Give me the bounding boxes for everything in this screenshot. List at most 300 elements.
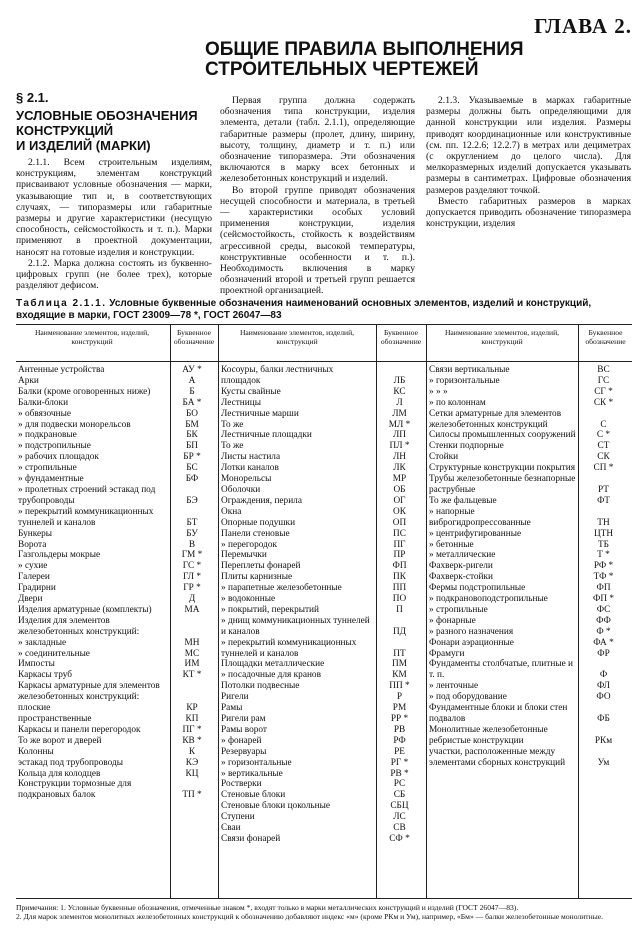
table-row bbox=[18, 736, 216, 747]
item-name: Градирни bbox=[18, 583, 56, 594]
item-name: Арки bbox=[18, 375, 39, 386]
table-row bbox=[18, 659, 216, 670]
item-name: » стропильные bbox=[18, 463, 77, 474]
item-code: РЕ bbox=[394, 746, 405, 757]
table-row bbox=[18, 670, 216, 681]
item-code: Р bbox=[396, 692, 403, 703]
table-row bbox=[221, 387, 424, 398]
header-code-3: Буквенное обозначение bbox=[585, 328, 626, 346]
item-name: Силосы промышленных сооружений bbox=[429, 430, 576, 441]
item-name: плоские bbox=[18, 703, 51, 714]
item-name: Стеновые блоки bbox=[221, 790, 286, 801]
item-code: БК bbox=[186, 430, 198, 441]
item-code: ПС bbox=[393, 528, 406, 539]
item-code: ФО bbox=[596, 692, 611, 703]
paragraph-2-1-2: 2.1.2. Марка должна состоять из буквенно-цифровых групп (не более трех), которые разделяют дефисом. bbox=[16, 257, 212, 292]
item-code: РФ * bbox=[593, 561, 614, 572]
item-name: Каркасы арматурные для элементов железобетонных конструкций: bbox=[18, 681, 160, 703]
item-code: ПД bbox=[392, 626, 407, 637]
table-row bbox=[429, 452, 630, 463]
table-row bbox=[18, 452, 216, 463]
table-row bbox=[18, 725, 216, 736]
item-name: То же фальцевые bbox=[429, 495, 497, 506]
item-name: Оболочки bbox=[221, 484, 261, 495]
item-name: » металлические bbox=[429, 550, 496, 561]
item-code: КВ * bbox=[182, 735, 202, 746]
table-row bbox=[429, 659, 630, 681]
item-name: » покрытий, перекрытий bbox=[221, 604, 319, 615]
item-code: Т * bbox=[597, 550, 610, 561]
item-name: Ригели bbox=[221, 692, 249, 703]
item-code: ПТ bbox=[393, 648, 406, 659]
item-name: Монолитные железобетонные ребристые конструкции bbox=[429, 724, 548, 746]
item-code: ЛБ bbox=[393, 375, 406, 386]
item-name: » горизонтальные bbox=[221, 757, 292, 768]
title-line-1: ОБЩИЕ ПРАВИЛА ВЫПОЛНЕНИЯ bbox=[205, 39, 524, 60]
item-code: ФТ bbox=[597, 495, 610, 506]
item-name: То же bbox=[221, 419, 244, 430]
item-name: » перекрытий коммуникационных туннелей и каналов bbox=[18, 506, 154, 528]
title-line-2: СТРОИТЕЛЬНЫХ ЧЕРТЕЖЕЙ bbox=[205, 59, 479, 80]
item-name: Опорные подушки bbox=[221, 517, 296, 528]
table-row bbox=[221, 594, 424, 605]
section-heading bbox=[16, 90, 211, 153]
table-row bbox=[18, 529, 216, 540]
item-name: Лотки каналов bbox=[221, 463, 279, 474]
item-name: Панели стеновые bbox=[221, 528, 290, 539]
item-name: Фундаменты столбчатые, плитные и т. п. bbox=[429, 659, 573, 681]
item-name: Потолки подвесные bbox=[221, 681, 300, 692]
item-code: КМ bbox=[392, 670, 407, 681]
item-code: БТ bbox=[186, 517, 198, 528]
item-code: ТФ * bbox=[593, 572, 614, 583]
item-code: БУ bbox=[186, 528, 198, 539]
section-title-line-3: И ИЗДЕЛИЙ (МАРКИ) bbox=[16, 138, 151, 153]
table-row bbox=[18, 507, 216, 529]
item-name: Стеновые блоки цокольные bbox=[221, 801, 331, 812]
item-name: » обвязочные bbox=[18, 408, 71, 419]
item-code: БС bbox=[186, 463, 198, 474]
item-code: КР bbox=[186, 703, 198, 714]
table-row bbox=[18, 561, 216, 572]
item-code: СК bbox=[597, 452, 610, 463]
item-name: » ленточные bbox=[429, 681, 479, 692]
item-name: Сетки арматурные для элементов железобетонных конструкций bbox=[429, 408, 562, 430]
item-code: ФЛ bbox=[597, 681, 610, 692]
item-name: Окна bbox=[221, 506, 242, 517]
item-name: » по колоннам bbox=[429, 397, 486, 408]
item-code: БО bbox=[186, 408, 198, 419]
item-code: ГМ * bbox=[181, 550, 203, 561]
table-row bbox=[221, 583, 424, 594]
item-code: МР bbox=[392, 474, 407, 485]
table-row bbox=[429, 365, 630, 376]
item-name: Стойки bbox=[429, 452, 459, 463]
table-row bbox=[18, 703, 216, 714]
table-row bbox=[18, 540, 216, 551]
item-code: СБЦ bbox=[390, 801, 409, 812]
item-name: Резервуары bbox=[221, 746, 267, 757]
table-row bbox=[221, 670, 424, 681]
table-row bbox=[429, 376, 630, 387]
table-row bbox=[429, 572, 630, 583]
section-title-line-2: КОНСТРУКЦИЙ bbox=[16, 123, 114, 138]
table-row bbox=[18, 365, 216, 376]
item-name: Балки-блоки bbox=[18, 397, 69, 408]
table-column-3 bbox=[429, 365, 630, 769]
table-row bbox=[18, 474, 216, 485]
table-row bbox=[221, 550, 424, 561]
item-name: » пролетных строений эстакад под трубопроводы bbox=[18, 484, 156, 506]
table-row bbox=[18, 605, 216, 616]
item-code: ЦТН bbox=[593, 528, 614, 539]
item-code: РВ * bbox=[390, 768, 409, 779]
table-row bbox=[429, 387, 630, 398]
item-code: ПП * bbox=[389, 681, 410, 692]
table-row bbox=[221, 496, 424, 507]
item-code: ФА * bbox=[593, 637, 614, 648]
item-code: ГС * bbox=[182, 561, 202, 572]
table-row bbox=[429, 409, 630, 431]
paragraph-second-group: Во второй группе приводят обозначения несущей способности и материала, в третьей — характеристики особых условий применения конструкции, изделия (сейсмостойкость, стойкость к воздействиям агрессивной среды, высокой температуры, конструктивные особенности и т. п.). Необходимость включения в марку обозначений второй и третьей групп решается проектной организацией. bbox=[220, 184, 415, 297]
item-code: СТ bbox=[597, 441, 610, 452]
item-code: БМ bbox=[185, 419, 199, 430]
table-number: Таблица 2.1.1. bbox=[16, 298, 107, 309]
table-row bbox=[18, 398, 216, 409]
item-name: Рамы bbox=[221, 703, 243, 714]
table-row bbox=[429, 616, 630, 627]
table-row bbox=[221, 398, 424, 409]
table-row bbox=[221, 790, 424, 801]
table-row bbox=[221, 420, 424, 431]
table-row bbox=[429, 638, 630, 649]
table-row bbox=[429, 594, 630, 605]
item-code: КП bbox=[185, 714, 199, 724]
table-row bbox=[221, 474, 424, 485]
item-code: ГС bbox=[597, 375, 610, 386]
table-row bbox=[429, 649, 630, 660]
item-code: СБ bbox=[393, 790, 406, 801]
item-code: АУ * bbox=[182, 365, 202, 375]
header-name-3: Наименование элементов, изделий, конструкций bbox=[444, 328, 560, 346]
item-code: Б bbox=[189, 386, 195, 397]
item-code: ФП * bbox=[592, 594, 615, 605]
item-name: То же ворот и дверей bbox=[18, 735, 102, 746]
table-row bbox=[429, 747, 630, 769]
table-row bbox=[429, 441, 630, 452]
table-row bbox=[429, 561, 630, 572]
table-row bbox=[18, 649, 216, 660]
table-row bbox=[429, 725, 630, 747]
table-column-1 bbox=[18, 365, 216, 801]
table-row bbox=[18, 758, 216, 769]
item-name: Структурные конструкции покрытия bbox=[429, 463, 575, 474]
column-divider bbox=[426, 325, 427, 898]
table-row bbox=[221, 801, 424, 812]
item-code: ФФ bbox=[596, 615, 611, 626]
item-code: РР * bbox=[390, 714, 409, 724]
item-code: ПЛ * bbox=[389, 441, 410, 452]
item-code: ПК bbox=[393, 572, 406, 583]
item-name: Ворота bbox=[18, 539, 47, 550]
table-notes bbox=[16, 903, 632, 921]
table-row bbox=[221, 463, 424, 474]
item-code: ПР bbox=[393, 550, 406, 561]
item-name: Плиты карнизные bbox=[221, 572, 293, 583]
item-name: » горизонтальные bbox=[429, 375, 500, 386]
header-name-1: Наименование элементов, изделий, конструкций bbox=[34, 328, 150, 346]
item-code: А bbox=[188, 375, 196, 386]
item-code: С * bbox=[596, 430, 611, 441]
table-row bbox=[429, 681, 630, 692]
item-name: Монорельсы bbox=[221, 474, 272, 485]
item-name: Двери bbox=[18, 594, 43, 605]
table-row bbox=[221, 430, 424, 441]
item-code: ФБ bbox=[597, 714, 610, 724]
table-row bbox=[429, 627, 630, 638]
item-code: ЛН bbox=[392, 452, 407, 463]
table-row bbox=[18, 779, 216, 801]
item-name: Каркасы и панели перегородок bbox=[18, 724, 141, 735]
item-code: Д bbox=[188, 594, 196, 605]
paragraph-2-1-1: 2.1.1. Всем строительным изделиям, конструкциям, элементам конструкций присваивают условные обозначения — марки, указывающие тип и, в соответствующих случаях, — типоразмеры или габаритные размеры и другие характеристики (несущую способность, сейсмостойкость и т. п.). Марки применяют в проектной документации, наносят на готовые изделия и конструкции. bbox=[16, 157, 212, 258]
item-name: Лестничные марши bbox=[221, 408, 299, 419]
table-row bbox=[18, 430, 216, 441]
table-row bbox=[18, 616, 216, 638]
item-code: ТБ bbox=[597, 539, 610, 550]
table-row bbox=[18, 769, 216, 780]
item-name: » фонарей bbox=[221, 735, 262, 746]
item-name: Фундаментные блоки и блоки стен подвалов bbox=[429, 703, 568, 724]
item-name: » подстропильные bbox=[18, 441, 91, 452]
item-name: Площадки металлические bbox=[221, 659, 325, 670]
item-code: ЛК bbox=[393, 463, 406, 474]
item-name: » разного назначения bbox=[429, 626, 514, 637]
item-code: ФР bbox=[597, 648, 610, 659]
item-name: » центрифугированные bbox=[429, 528, 522, 539]
section-number: § 2.1. bbox=[16, 90, 49, 105]
table-caption bbox=[16, 298, 632, 322]
table-caption-text: Условные буквенные обозначения наименований основных элементов, изделий и конструкций, входящие в марки, ГОСТ 23009—78 *, ГОСТ 26047—83 bbox=[16, 298, 592, 321]
item-code: ФП bbox=[596, 583, 611, 594]
item-name: Лестничные площадки bbox=[221, 430, 312, 441]
item-name: Стенки подпорные bbox=[429, 441, 504, 452]
item-name: » бетонные bbox=[429, 539, 474, 550]
item-code: РВ bbox=[393, 724, 406, 735]
item-code: ГЛ * bbox=[183, 572, 201, 583]
item-name: » посадочные для кранов bbox=[221, 670, 321, 681]
table-row bbox=[429, 583, 630, 594]
item-name: Фахверк-ригели bbox=[429, 561, 493, 572]
item-name: » рабочих площадок bbox=[18, 452, 99, 463]
item-code: МЛ * bbox=[388, 419, 411, 430]
item-name: Лестницы bbox=[221, 397, 261, 408]
table-row bbox=[221, 605, 424, 616]
item-name: » водоконные bbox=[221, 594, 276, 605]
item-name: » напорные виброгидропрессованные bbox=[429, 506, 531, 528]
item-code: МС bbox=[184, 648, 200, 659]
item-name: Кусты свайные bbox=[221, 386, 281, 397]
item-name: Колонны bbox=[18, 746, 54, 757]
item-name: пространственные bbox=[18, 714, 92, 724]
table-row bbox=[18, 441, 216, 452]
table-row bbox=[18, 594, 216, 605]
item-code: ВС bbox=[597, 365, 610, 375]
item-name: Переплеты фонарей bbox=[221, 561, 301, 572]
table-row bbox=[221, 747, 424, 758]
item-code: ПП bbox=[392, 583, 407, 594]
text-column-2 bbox=[220, 95, 415, 297]
table-row bbox=[18, 463, 216, 474]
table-row bbox=[221, 365, 424, 387]
table-row bbox=[221, 441, 424, 452]
designations-table bbox=[16, 324, 632, 899]
table-row bbox=[221, 736, 424, 747]
table-row bbox=[221, 758, 424, 769]
table-row bbox=[429, 529, 630, 540]
table-row bbox=[429, 398, 630, 409]
item-code: ОП bbox=[392, 517, 407, 528]
item-code: Ф * bbox=[596, 626, 611, 637]
item-name: » стропильные bbox=[429, 604, 488, 615]
item-name: Ограждения, перила bbox=[221, 495, 302, 506]
item-name: Бункеры bbox=[18, 528, 53, 539]
item-code: Ф bbox=[599, 670, 608, 681]
item-name: Связи фонарей bbox=[221, 833, 281, 844]
item-code: СП * bbox=[593, 463, 614, 474]
item-code: РГ * bbox=[390, 757, 409, 768]
item-code: ПО bbox=[392, 594, 407, 605]
table-row bbox=[221, 714, 424, 725]
item-code: ЛМ bbox=[392, 408, 407, 419]
item-code: Л bbox=[396, 397, 403, 408]
text-column-1 bbox=[16, 157, 212, 291]
item-code: КЦ bbox=[185, 768, 199, 779]
column-divider bbox=[218, 325, 219, 898]
item-name: Изделия арматурные (комплекты) bbox=[18, 604, 152, 615]
table-row bbox=[18, 376, 216, 387]
table-row bbox=[221, 779, 424, 790]
table-row bbox=[221, 452, 424, 463]
table-row bbox=[429, 463, 630, 474]
table-row bbox=[18, 747, 216, 758]
item-name: » перегородок bbox=[221, 539, 278, 550]
item-name: участки, расположенные между элементами сборных конструкций bbox=[429, 746, 566, 768]
item-name: » » » bbox=[429, 386, 448, 397]
item-name: » сухие bbox=[18, 561, 48, 572]
item-code: СВ bbox=[393, 823, 406, 834]
item-code: МН bbox=[184, 637, 200, 648]
table-row bbox=[429, 550, 630, 561]
page-title bbox=[205, 40, 625, 80]
item-code: БЭ bbox=[186, 495, 198, 506]
table-row bbox=[221, 823, 424, 834]
item-code: ТП * bbox=[182, 790, 202, 801]
item-code: РМ bbox=[392, 703, 407, 714]
item-name: » фундаментные bbox=[18, 474, 84, 485]
table-row bbox=[221, 659, 424, 670]
item-name: » подкрановые bbox=[18, 430, 77, 441]
table-row bbox=[221, 409, 424, 420]
item-name: Листы настила bbox=[221, 452, 281, 463]
item-name: Галереи bbox=[18, 572, 50, 583]
table-row bbox=[221, 725, 424, 736]
table-row bbox=[221, 561, 424, 572]
item-name: Косоуры, балки лестничных площадок bbox=[221, 365, 334, 386]
item-code: ТН bbox=[597, 517, 610, 528]
table-row bbox=[221, 834, 424, 845]
table-column-2 bbox=[221, 365, 424, 845]
table-row bbox=[221, 812, 424, 823]
note-1: Примечания: 1. Условные буквенные обозначения, отмеченные знаком *, входят только в марки металлических конструкций и изделий (ГОСТ 26047—83). bbox=[16, 903, 519, 912]
table-row bbox=[429, 507, 630, 529]
item-code: ПГ bbox=[393, 539, 406, 550]
item-name: » закладные bbox=[18, 637, 67, 648]
item-code: РФ bbox=[393, 735, 406, 746]
item-code: КЭ bbox=[185, 757, 199, 768]
item-code: БА * bbox=[182, 397, 202, 408]
item-name: То же bbox=[221, 441, 244, 452]
table-row bbox=[221, 540, 424, 551]
chapter-label: ГЛАВА 2. bbox=[534, 14, 632, 38]
item-name: Рамы ворот bbox=[221, 724, 267, 735]
table-row bbox=[18, 550, 216, 561]
item-code: К bbox=[188, 746, 196, 757]
item-name: Ступени bbox=[221, 812, 255, 823]
table-row bbox=[221, 616, 424, 638]
table-row bbox=[18, 681, 216, 703]
table-row bbox=[429, 430, 630, 441]
table-row bbox=[221, 485, 424, 496]
item-code: СГ * bbox=[594, 386, 613, 397]
table-row bbox=[18, 485, 216, 507]
item-code: ЛП bbox=[392, 430, 407, 441]
item-code: РТ bbox=[598, 484, 609, 495]
item-code: КТ * bbox=[182, 670, 202, 681]
item-name: » для подвески монорельсов bbox=[18, 419, 131, 430]
item-code: КС bbox=[393, 386, 406, 397]
item-name: » фонарные bbox=[429, 615, 476, 626]
table-row bbox=[429, 540, 630, 551]
header-code-1: Буквенное обозначение bbox=[173, 328, 215, 346]
item-name: Конструкции тормозные для подкрановых балок bbox=[18, 779, 132, 801]
table-row bbox=[429, 474, 630, 496]
item-code: В bbox=[188, 539, 196, 550]
table-header bbox=[16, 325, 632, 362]
item-code: МА bbox=[184, 604, 200, 615]
table-row bbox=[221, 703, 424, 714]
item-name: Антенные устройства bbox=[18, 365, 105, 375]
item-name: Перемычки bbox=[221, 550, 267, 561]
item-code: БФ bbox=[185, 474, 199, 485]
item-name: Ригели рам bbox=[221, 714, 266, 724]
item-code: П bbox=[396, 604, 403, 615]
item-name: » подкрановоподстропильные bbox=[429, 594, 548, 605]
item-code: РКм bbox=[594, 735, 613, 746]
item-code: ФС bbox=[596, 604, 611, 615]
item-name: Фахверк-стойки bbox=[429, 572, 494, 583]
item-name: Кольца для колодцев bbox=[18, 768, 101, 779]
table-row bbox=[18, 714, 216, 725]
item-name: Связи вертикальные bbox=[429, 365, 510, 375]
item-code: ИМ bbox=[184, 659, 200, 670]
item-code: ПГ * bbox=[182, 724, 202, 735]
table-row bbox=[221, 692, 424, 703]
header-name-2: Наименование элементов, изделий, конструкций bbox=[239, 328, 355, 346]
item-name: Фрамуги bbox=[429, 648, 465, 659]
item-name: Трубы железобетонные безнапорные раструбные bbox=[429, 474, 576, 495]
header-code-2: Буквенное обозначение bbox=[380, 328, 422, 346]
